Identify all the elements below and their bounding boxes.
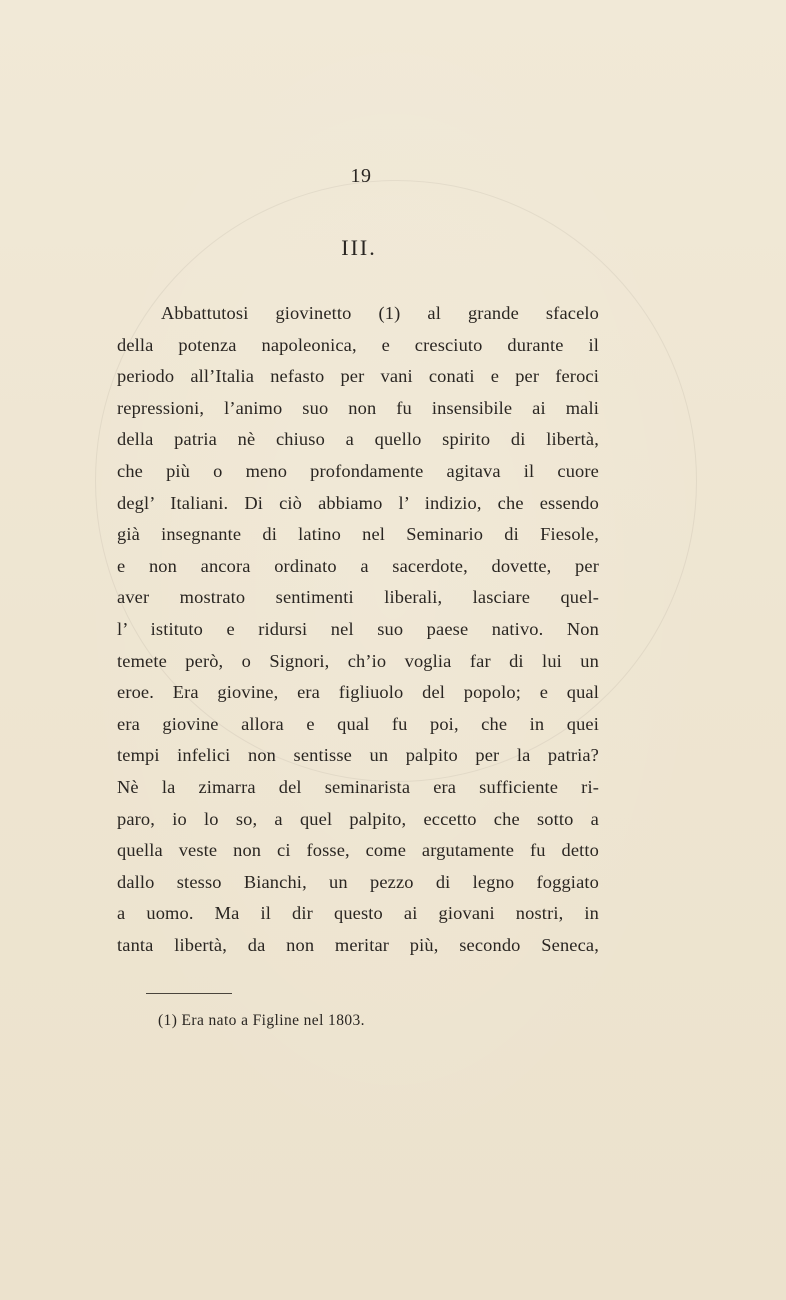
page-number: 19	[350, 165, 372, 187]
text-line: l’ istituto e ridursi nel suo paese nativo. Non	[117, 618, 599, 639]
text-line: eroe. Era giovine, era figliuolo del popolo; e qual	[117, 682, 599, 703]
text-line: e non ancora ordinato a sacerdote, dovette, per	[117, 555, 599, 576]
text-line: quella veste non ci fosse, come argutamente fu detto	[117, 840, 599, 861]
text-line: era giovine allora e qual fu poi, che in quei	[117, 713, 599, 734]
chapter-heading: III.	[341, 235, 377, 260]
text-line: degl’ Italiani. Di ciò abbiamo l’ indizio, che essendo	[117, 492, 599, 513]
footnote: (1) Era nato a Figline nel 1803.	[158, 1012, 365, 1029]
text-line: paro, io lo so, a quel palpito, eccetto che sotto a	[117, 808, 599, 829]
text-line: tempi infelici non sentisse un palpito per la patria?	[117, 745, 599, 766]
text-line: che più o meno profondamente agitava il cuore	[117, 460, 599, 481]
footnote-divider	[146, 993, 232, 994]
text-line: aver mostrato sentimenti liberali, lasciare quel-	[117, 587, 599, 608]
text-line: dallo stesso Bianchi, un pezzo di legno foggiato	[117, 871, 599, 892]
text-line: tanta libertà, da non meritar più, secondo Seneca,	[117, 934, 599, 955]
text-line: della patria nè chiuso a quello spirito di libertà,	[117, 429, 599, 450]
text-line: periodo all’Italia nefasto per vani conati e per feroci	[117, 366, 599, 387]
body-paragraph	[117, 298, 599, 961]
text-line: già insegnante di latino nel Seminario di Fiesole,	[117, 524, 599, 545]
text-line: temete però, o Signori, ch’io voglia far di lui un	[117, 650, 599, 671]
text-line: repressioni, l’animo suo non fu insensibile ai mali	[117, 397, 599, 418]
text-line: Abbattutosi giovinetto (1) al grande sfacelo	[161, 303, 599, 323]
text-line: della potenza napoleonica, e cresciuto durante il	[117, 334, 599, 355]
text-line: a uomo. Ma il dir questo ai giovani nostri, in	[117, 903, 599, 924]
text-line: Nè la zimarra del seminarista era sufficiente ri-	[117, 776, 599, 797]
